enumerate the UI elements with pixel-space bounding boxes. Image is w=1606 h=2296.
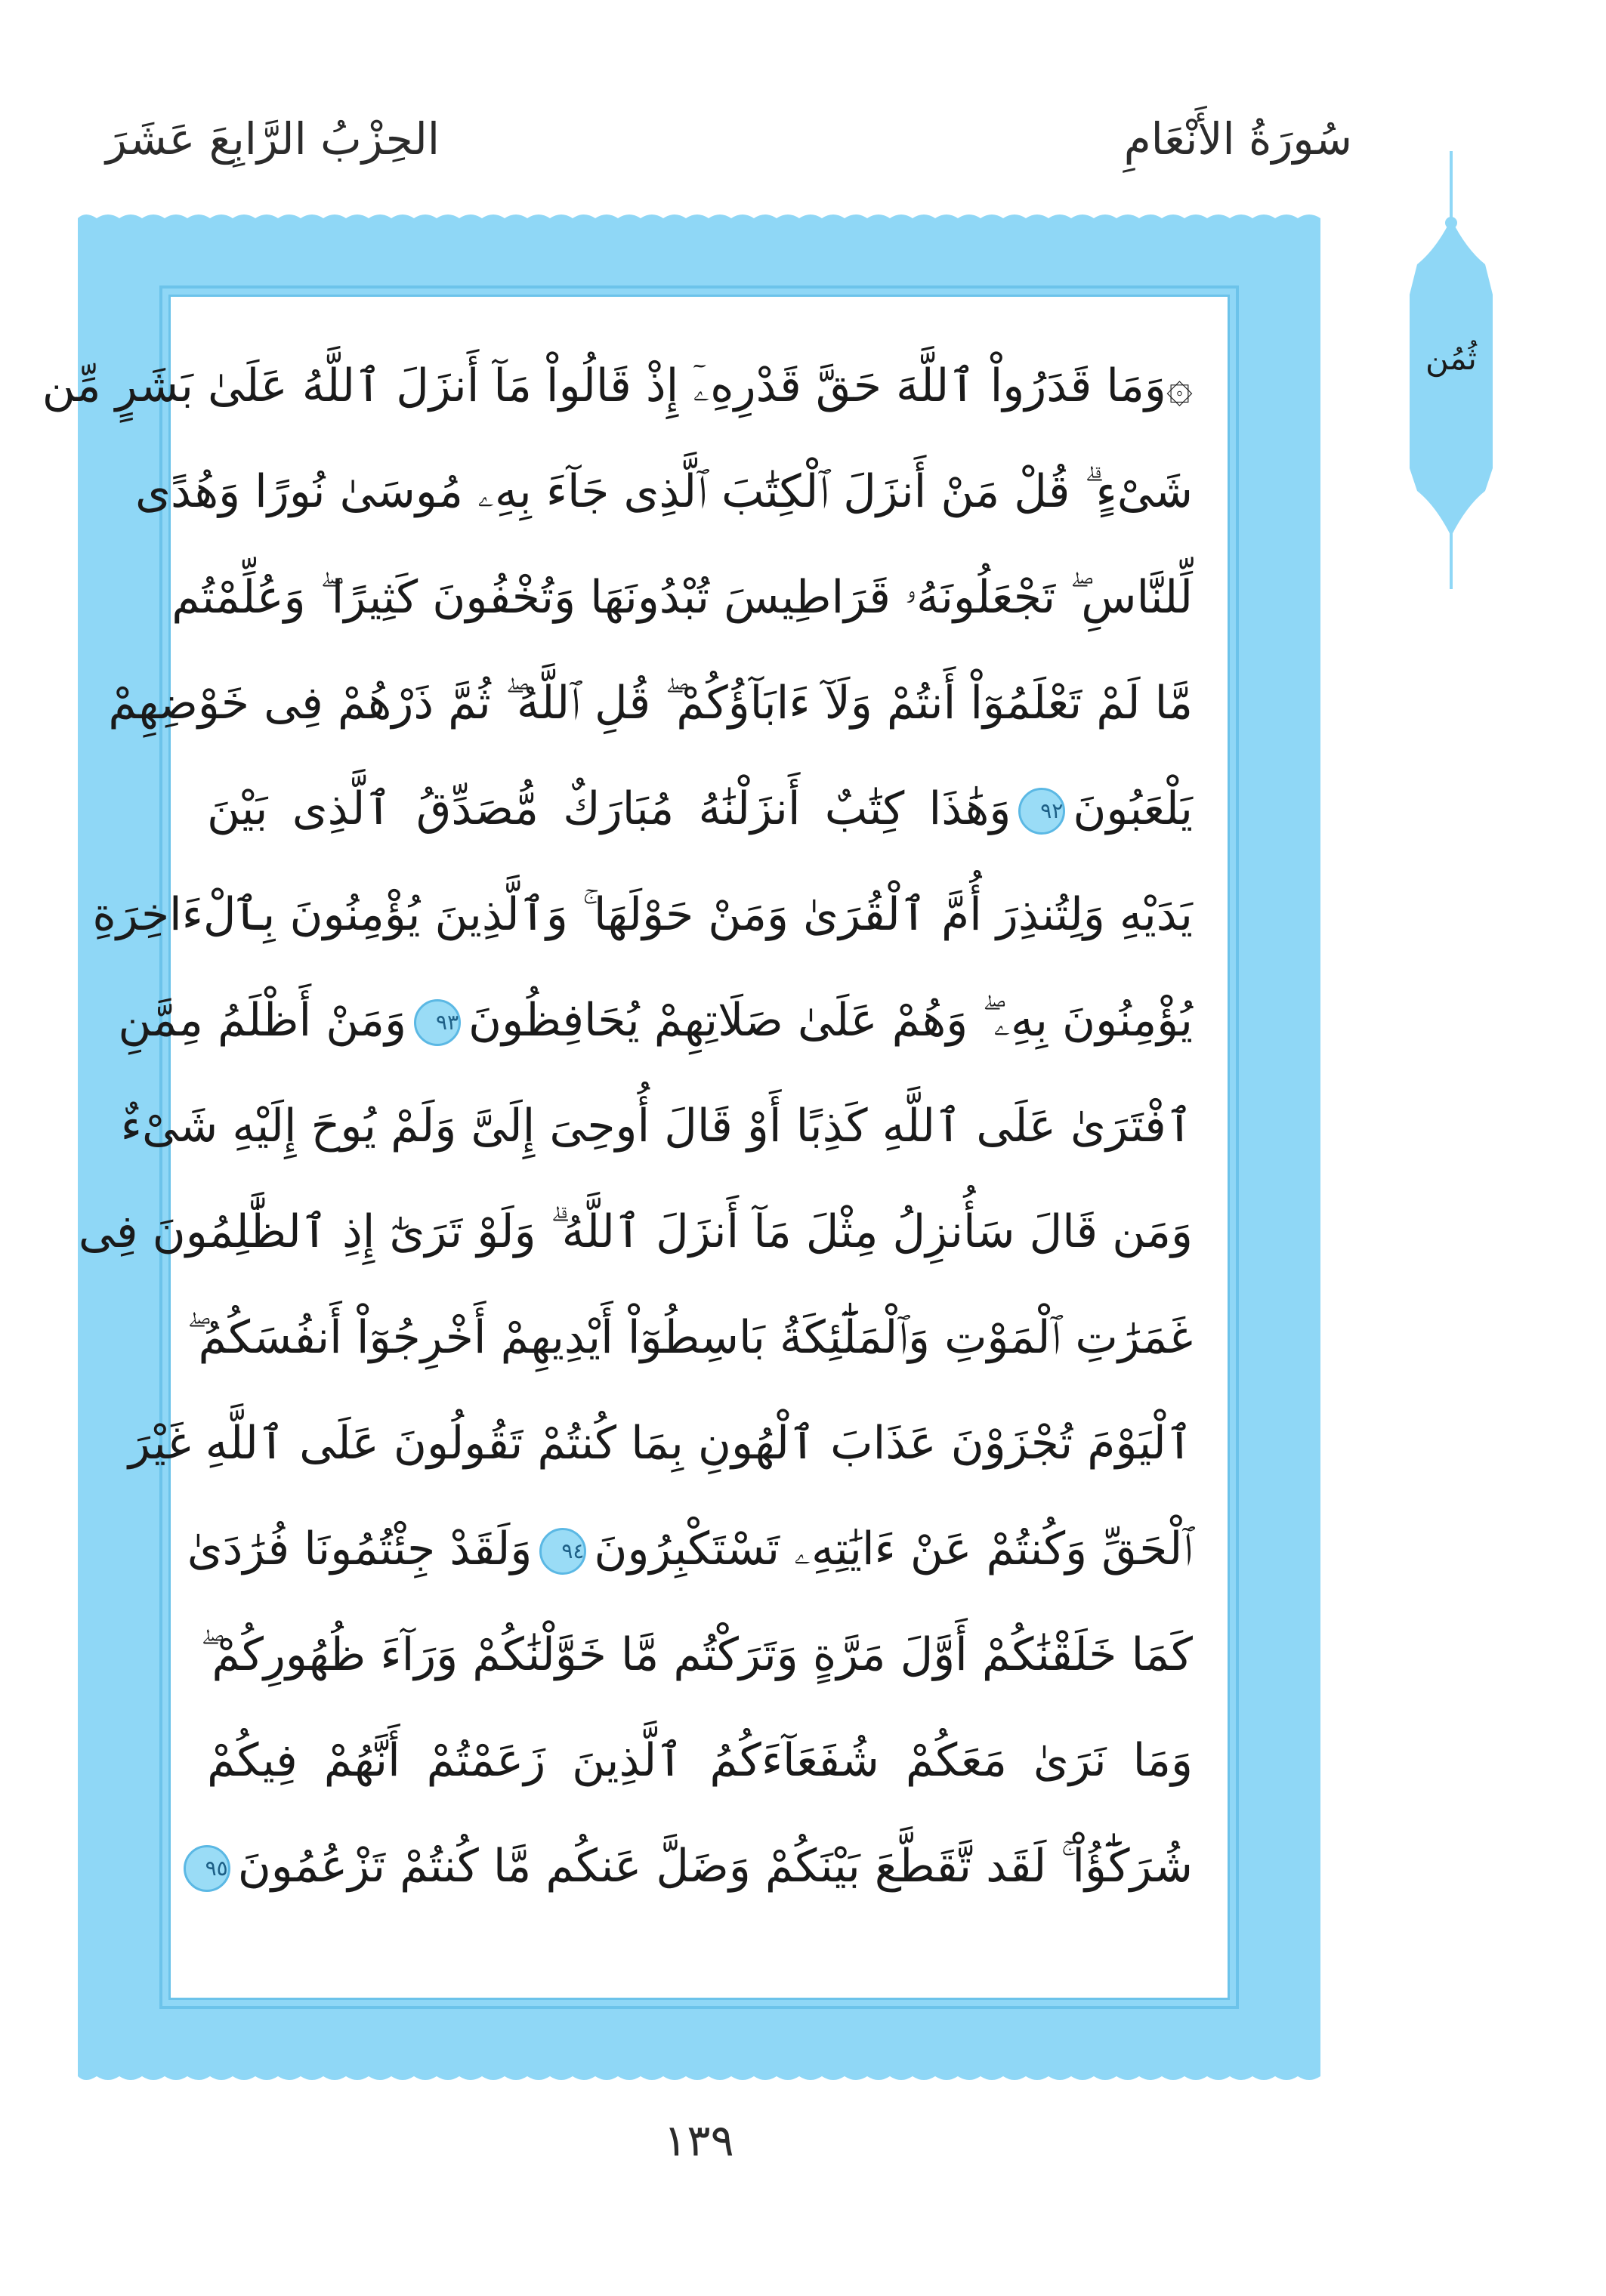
eighth-marker [1394, 151, 1508, 589]
text-line: كَمَا خَلَقْنَٰكُمْ أَوَّلَ مَرَّةٍ وَتَرَكْتُم مَّا خَوَّلْنَٰكُمْ وَرَآءَ ظُهُورِكُمْ ۖ [200, 1628, 1193, 1681]
ayah-end-marker: ٩٢ [1018, 788, 1065, 835]
text-panel [42, 295, 1230, 2000]
text-line: شُرَكَٰٓؤُاْ ۚ لَقَد تَّقَطَّعَ بَيْنَكُمْ وَضَلَّ عَنكُم مَّا كُنتُمْ تَزْعُمُونَ٩٥ [207, 1813, 1193, 1919]
text-line: يَلْعَبُونَ٩٢وَهَٰذَا كِتَٰبٌ أَنزَلْنَٰهُ مُبَارَكٌ مُّصَدِّقُ ٱلَّذِى بَيْنَ [207, 782, 1193, 835]
text-line: ٱلْيَوْمَ تُجْزَوْنَ عَذَابَ ٱلْهُونِ بِمَا كُنتُمْ تَقُولُونَ عَلَى ٱللَّهِ غَيْرَ [128, 1417, 1193, 1470]
text-line: يَدَيْهِ وَلِتُنذِرَ أُمَّ ٱلْقُرَىٰ وَمَنْ حَوْلَهَا ۚ وَٱلَّذِينَ يُؤْمِنُونَ بِٱلْءَاخِرَةِ [92, 888, 1193, 941]
quran-text [42, 333, 1193, 1919]
page-number: ١٣٩ [663, 2115, 734, 2166]
text-line: يُؤْمِنُونَ بِهِۦ ۖ وَهُمْ عَلَىٰ صَلَاتِهِمْ يُحَافِظُونَ٩٣وَمَنْ أَظْلَمُ مِمَّنِ [118, 994, 1193, 1047]
text-line: وَمَن قَالَ سَأُنزِلُ مِثْلَ مَآ أَنزَلَ ٱللَّهُ ۗ وَلَوْ تَرَىٰٓ إِذِ ٱلظَّٰلِمُونَ فِى [78, 1205, 1193, 1258]
text-line: مَّا لَمْ تَعْلَمُوٓاْ أَنتُمْ وَلَآ ءَابَآؤُكُمْ ۖ قُلِ ٱللَّهُ ۖ ثُمَّ ذَرْهُمْ فِى خَوْضِهِمْ [108, 677, 1193, 730]
text-frame [42, 208, 1320, 2087]
text-line: ٱلْحَقِّ وَكُنتُمْ عَنْ ءَايَٰتِهِۦ تَسْتَكْبِرُونَ٩٤وَلَقَدْ جِئْتُمُونَا فُرَٰدَىٰ [187, 1523, 1193, 1575]
ayah-end-marker: ٩٥ [184, 1845, 230, 1892]
eighth-marker-label: ثُمُن [1425, 340, 1477, 377]
ayah-end-marker: ٩٣ [414, 999, 461, 1046]
text-line: وَمَا نَرَىٰ مَعَكُمْ شُفَعَآءَكُمُ ٱلَّذِينَ زَعَمْتُمْ أَنَّهُمْ فِيكُمْ [207, 1734, 1193, 1787]
hizb-name: الحِزْبُ الرَّابِعَ عَشَرَ [106, 113, 440, 165]
surah-name: سُورَةُ الأَنْعَامِ [1123, 113, 1352, 165]
text-line: ۞وَمَا قَدَرُواْ ٱللَّهَ حَقَّ قَدْرِهِۦٓ إِذْ قَالُواْ مَآ أَنزَلَ ٱللَّهُ عَلَىٰ بَشَرٍ مِّن [42, 360, 1193, 412]
text-line: ٱفْتَرَىٰ عَلَى ٱللَّهِ كَذِبًا أَوْ قَالَ أُوحِىَ إِلَىَّ وَلَمْ يُوحَ إِلَيْهِ شَىْءٌ [120, 1100, 1193, 1153]
text-line: لِّلنَّاسِ ۖ تَجْعَلُونَهُۥ قَرَاطِيسَ تُبْدُونَهَا وَتُخْفُونَ كَثِيرًا ۖ وَعُلِّمْتُم [171, 571, 1193, 624]
text-line: شَىْءٍ ۗ قُلْ مَنْ أَنزَلَ ٱلْكِتَٰبَ ٱلَّذِى جَآءَ بِهِۦ مُوسَىٰ نُورًا وَهُدًى [135, 465, 1193, 518]
page-header [106, 113, 1352, 181]
text-line: غَمَرَٰتِ ٱلْمَوْتِ وَٱلْمَلَٰٓئِكَةُ بَاسِطُوٓاْ أَيْدِيهِمْ أَخْرِجُوٓاْ أَنفُسَكُمُ ۖ [187, 1311, 1193, 1364]
ayah-end-marker: ٩٤ [539, 1528, 586, 1575]
